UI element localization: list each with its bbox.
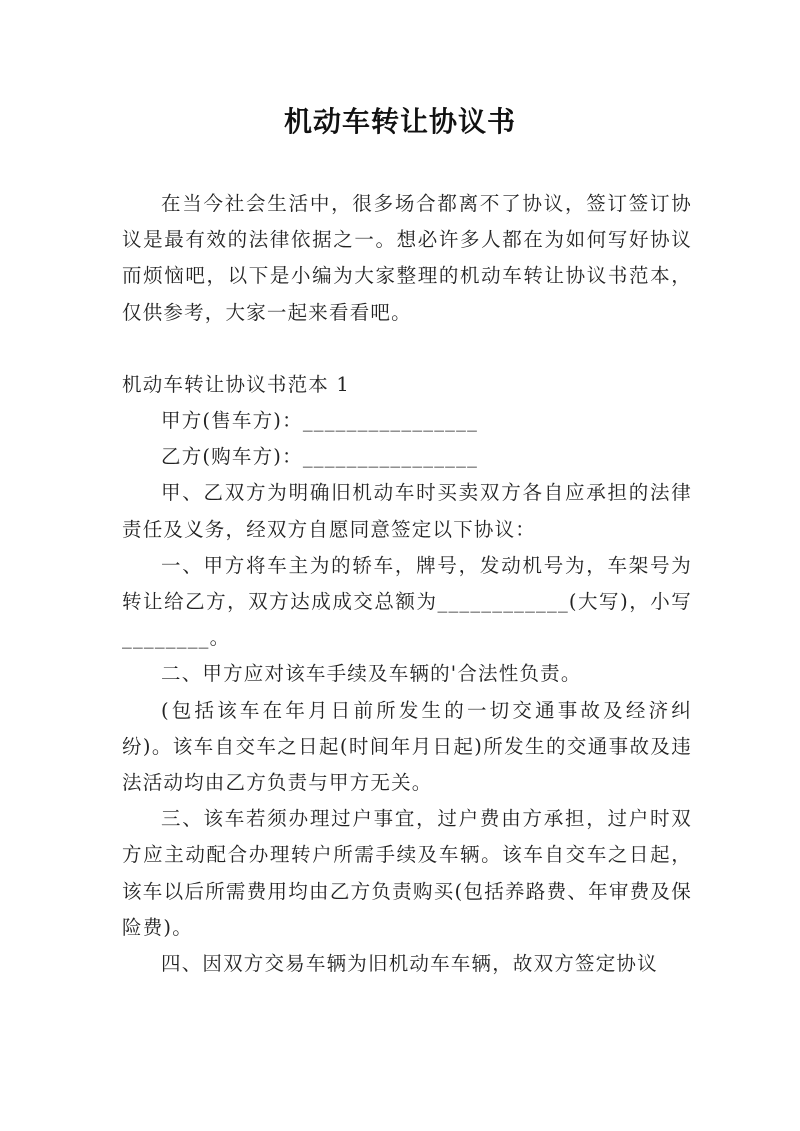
clause-4-paragraph: 四、因双方交易车辆为旧机动车车辆，故双方签定协议 [161, 952, 658, 976]
clause-1-paragraph: 一、甲方将车主为的轿车，牌号，发动机号为，车架号为转让给乙方，双方达成成交总额为____________(大写)，小写________。 [122, 553, 692, 650]
intro-paragraph: 在当今社会生活中，很多场合都离不了协议，签订签订协议是最有效的法律依据之一。想必许多人都在为如何写好协议而烦恼吧，以下是小编为大家整理的机动车转让协议书范本，仅供参考，大家一起来看看吧。 [122, 192, 692, 324]
party-a-line: 甲方(售车方)：________________ [161, 409, 479, 433]
preamble-paragraph: 甲、乙双方为明确旧机动车时买卖双方各自应承担的法律责任及义务，经双方自愿同意签定以下协议： [122, 481, 692, 541]
document-title: 机动车转让协议书 [283, 105, 516, 138]
clause-2-paragraph: 二、甲方应对该车手续及车辆的'合法性负责。 [161, 662, 582, 686]
section-heading: 机动车转让协议书范本 1 [122, 372, 351, 396]
clause-2-note-paragraph: (包括该车在年月日前所发生的一切交通事故及经济纠纷)。该车自交车之日起(时间年月日起)所发生的交通事故及违法活动均由乙方负责与甲方无关。 [122, 698, 692, 795]
document-body [122, 186, 692, 982]
party-b-line: 乙方(购车方)：________________ [161, 445, 479, 469]
clause-3-paragraph: 三、该车若须办理过户事宜，过户费由方承担，过户时双方应主动配合办理转户所需手续及车辆。该车自交车之日起，该车以后所需费用均由乙方负责购买(包括养路费、年审费及保险费)。 [122, 807, 692, 939]
